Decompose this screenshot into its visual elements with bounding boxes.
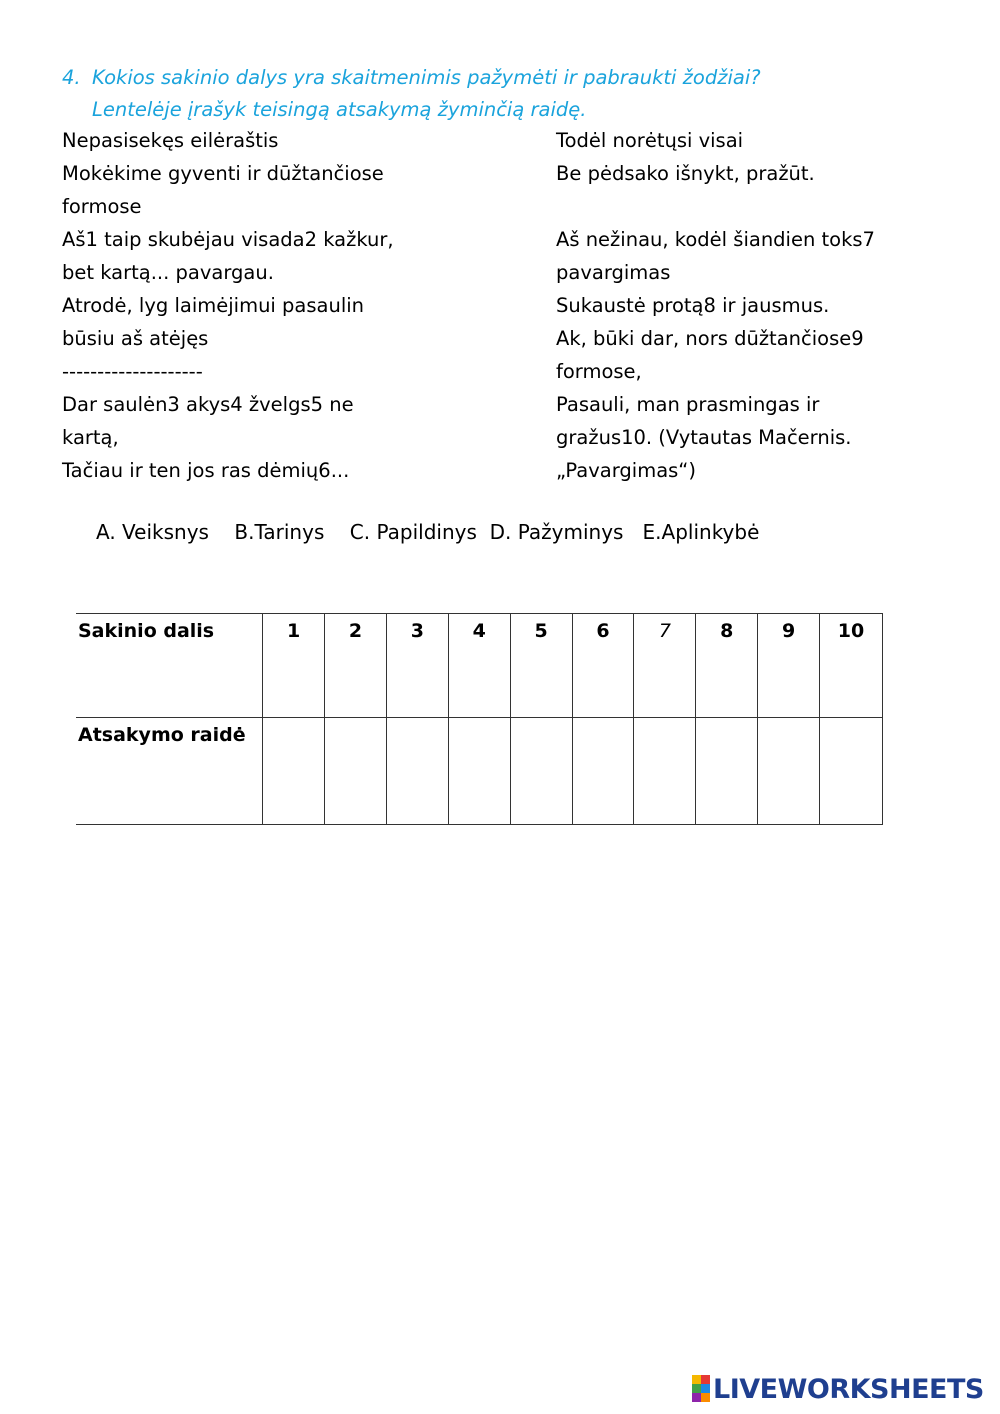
row-header-sakinio-dalis: Sakinio dalis — [76, 614, 263, 718]
question-line-1: Kokios sakinio dalys yra skaitmenimis pažymėti ir pabraukti žodžiai? — [92, 66, 761, 89]
answer-cell-7[interactable] — [634, 718, 696, 825]
answer-cell-6[interactable] — [572, 718, 634, 825]
poem-line — [556, 190, 996, 223]
answer-cell-8[interactable] — [696, 718, 758, 825]
question-number: 4. — [62, 66, 81, 89]
column-number: 8 — [696, 614, 758, 718]
question-heading — [62, 62, 761, 126]
poem-line: Sukaustė protą8 ir jausmus. — [556, 294, 830, 317]
logo-text: LIVEWORKSHEETS — [713, 1373, 984, 1405]
poem-line: bet kartą... pavargau. — [62, 261, 274, 284]
question-line-2: Lentelėje įrašyk teisingą atsakymą žyminčią raidę. — [92, 98, 587, 121]
poem-line: gražus10. (Vytautas Mačernis. — [556, 426, 852, 449]
column-number: 4 — [448, 614, 510, 718]
row-header-atsakymo-raide: Atsakymo raidė — [76, 718, 263, 825]
answer-cell-2[interactable] — [325, 718, 387, 825]
option-a: A. Veiksnys — [96, 520, 209, 544]
poem-line: Aš1 taip skubėjau visada2 kažkur, — [62, 228, 394, 251]
column-number: 5 — [510, 614, 572, 718]
table-row-answers — [76, 718, 883, 825]
answer-table — [76, 613, 883, 825]
answer-cell-4[interactable] — [448, 718, 510, 825]
table-row-header — [76, 614, 883, 718]
poem-separator: -------------------- — [62, 360, 203, 383]
poem-line: „Pavargimas“) — [556, 459, 697, 482]
poem-line: pavargimas — [556, 261, 671, 284]
poem-line: kartą, — [62, 426, 119, 449]
poem-line: Atrodė, lyg laimėjimui pasaulin — [62, 294, 365, 317]
answer-cell-10[interactable] — [820, 718, 883, 825]
column-number: 9 — [758, 614, 820, 718]
column-number: 10 — [820, 614, 883, 718]
answer-options — [96, 516, 759, 548]
liveworksheets-logo — [692, 1374, 984, 1404]
poem-line: Dar saulėn3 akys4 žvelgs5 ne — [62, 393, 354, 416]
poem-line: formose, — [556, 360, 642, 383]
poem-line: Pasauli, man prasmingas ir — [556, 393, 820, 416]
option-d: D. Pažyminys — [489, 520, 624, 544]
answer-table-wrapper — [78, 613, 903, 827]
option-e: E.Aplinkybė — [642, 520, 760, 544]
poem-line: Todėl norėtųsi visai — [556, 129, 744, 152]
answer-cell-5[interactable] — [510, 718, 572, 825]
column-number: 3 — [386, 614, 448, 718]
poem-right-column — [556, 124, 996, 487]
option-b: B.Tarinys — [234, 520, 325, 544]
answer-cell-3[interactable] — [386, 718, 448, 825]
poem-line: Be pėdsako išnykt, pražūt. — [556, 162, 815, 185]
poem-line: Mokėkime gyventi ir dūžtančiose — [62, 162, 384, 185]
poem-line: Nepasisekęs eilėraštis — [62, 129, 279, 152]
column-number: 6 — [572, 614, 634, 718]
poem-left-column — [62, 124, 502, 487]
poem-line: Aš nežinau, kodėl šiandien toks7 — [556, 228, 875, 251]
answer-cell-1[interactable] — [263, 718, 325, 825]
poem-line: formose — [62, 195, 142, 218]
poem-line: Ak, būki dar, nors dūžtančiose9 — [556, 327, 864, 350]
poem-line: Tačiau ir ten jos ras dėmių6... — [62, 459, 350, 482]
logo-badge-icon — [692, 1375, 710, 1403]
column-number: 2 — [325, 614, 387, 718]
column-number: 7 — [634, 614, 696, 718]
option-c: C. Papildinys — [349, 520, 477, 544]
poem-line: būsiu aš atėjęs — [62, 327, 209, 350]
column-number: 1 — [263, 614, 325, 718]
answer-cell-9[interactable] — [758, 718, 820, 825]
